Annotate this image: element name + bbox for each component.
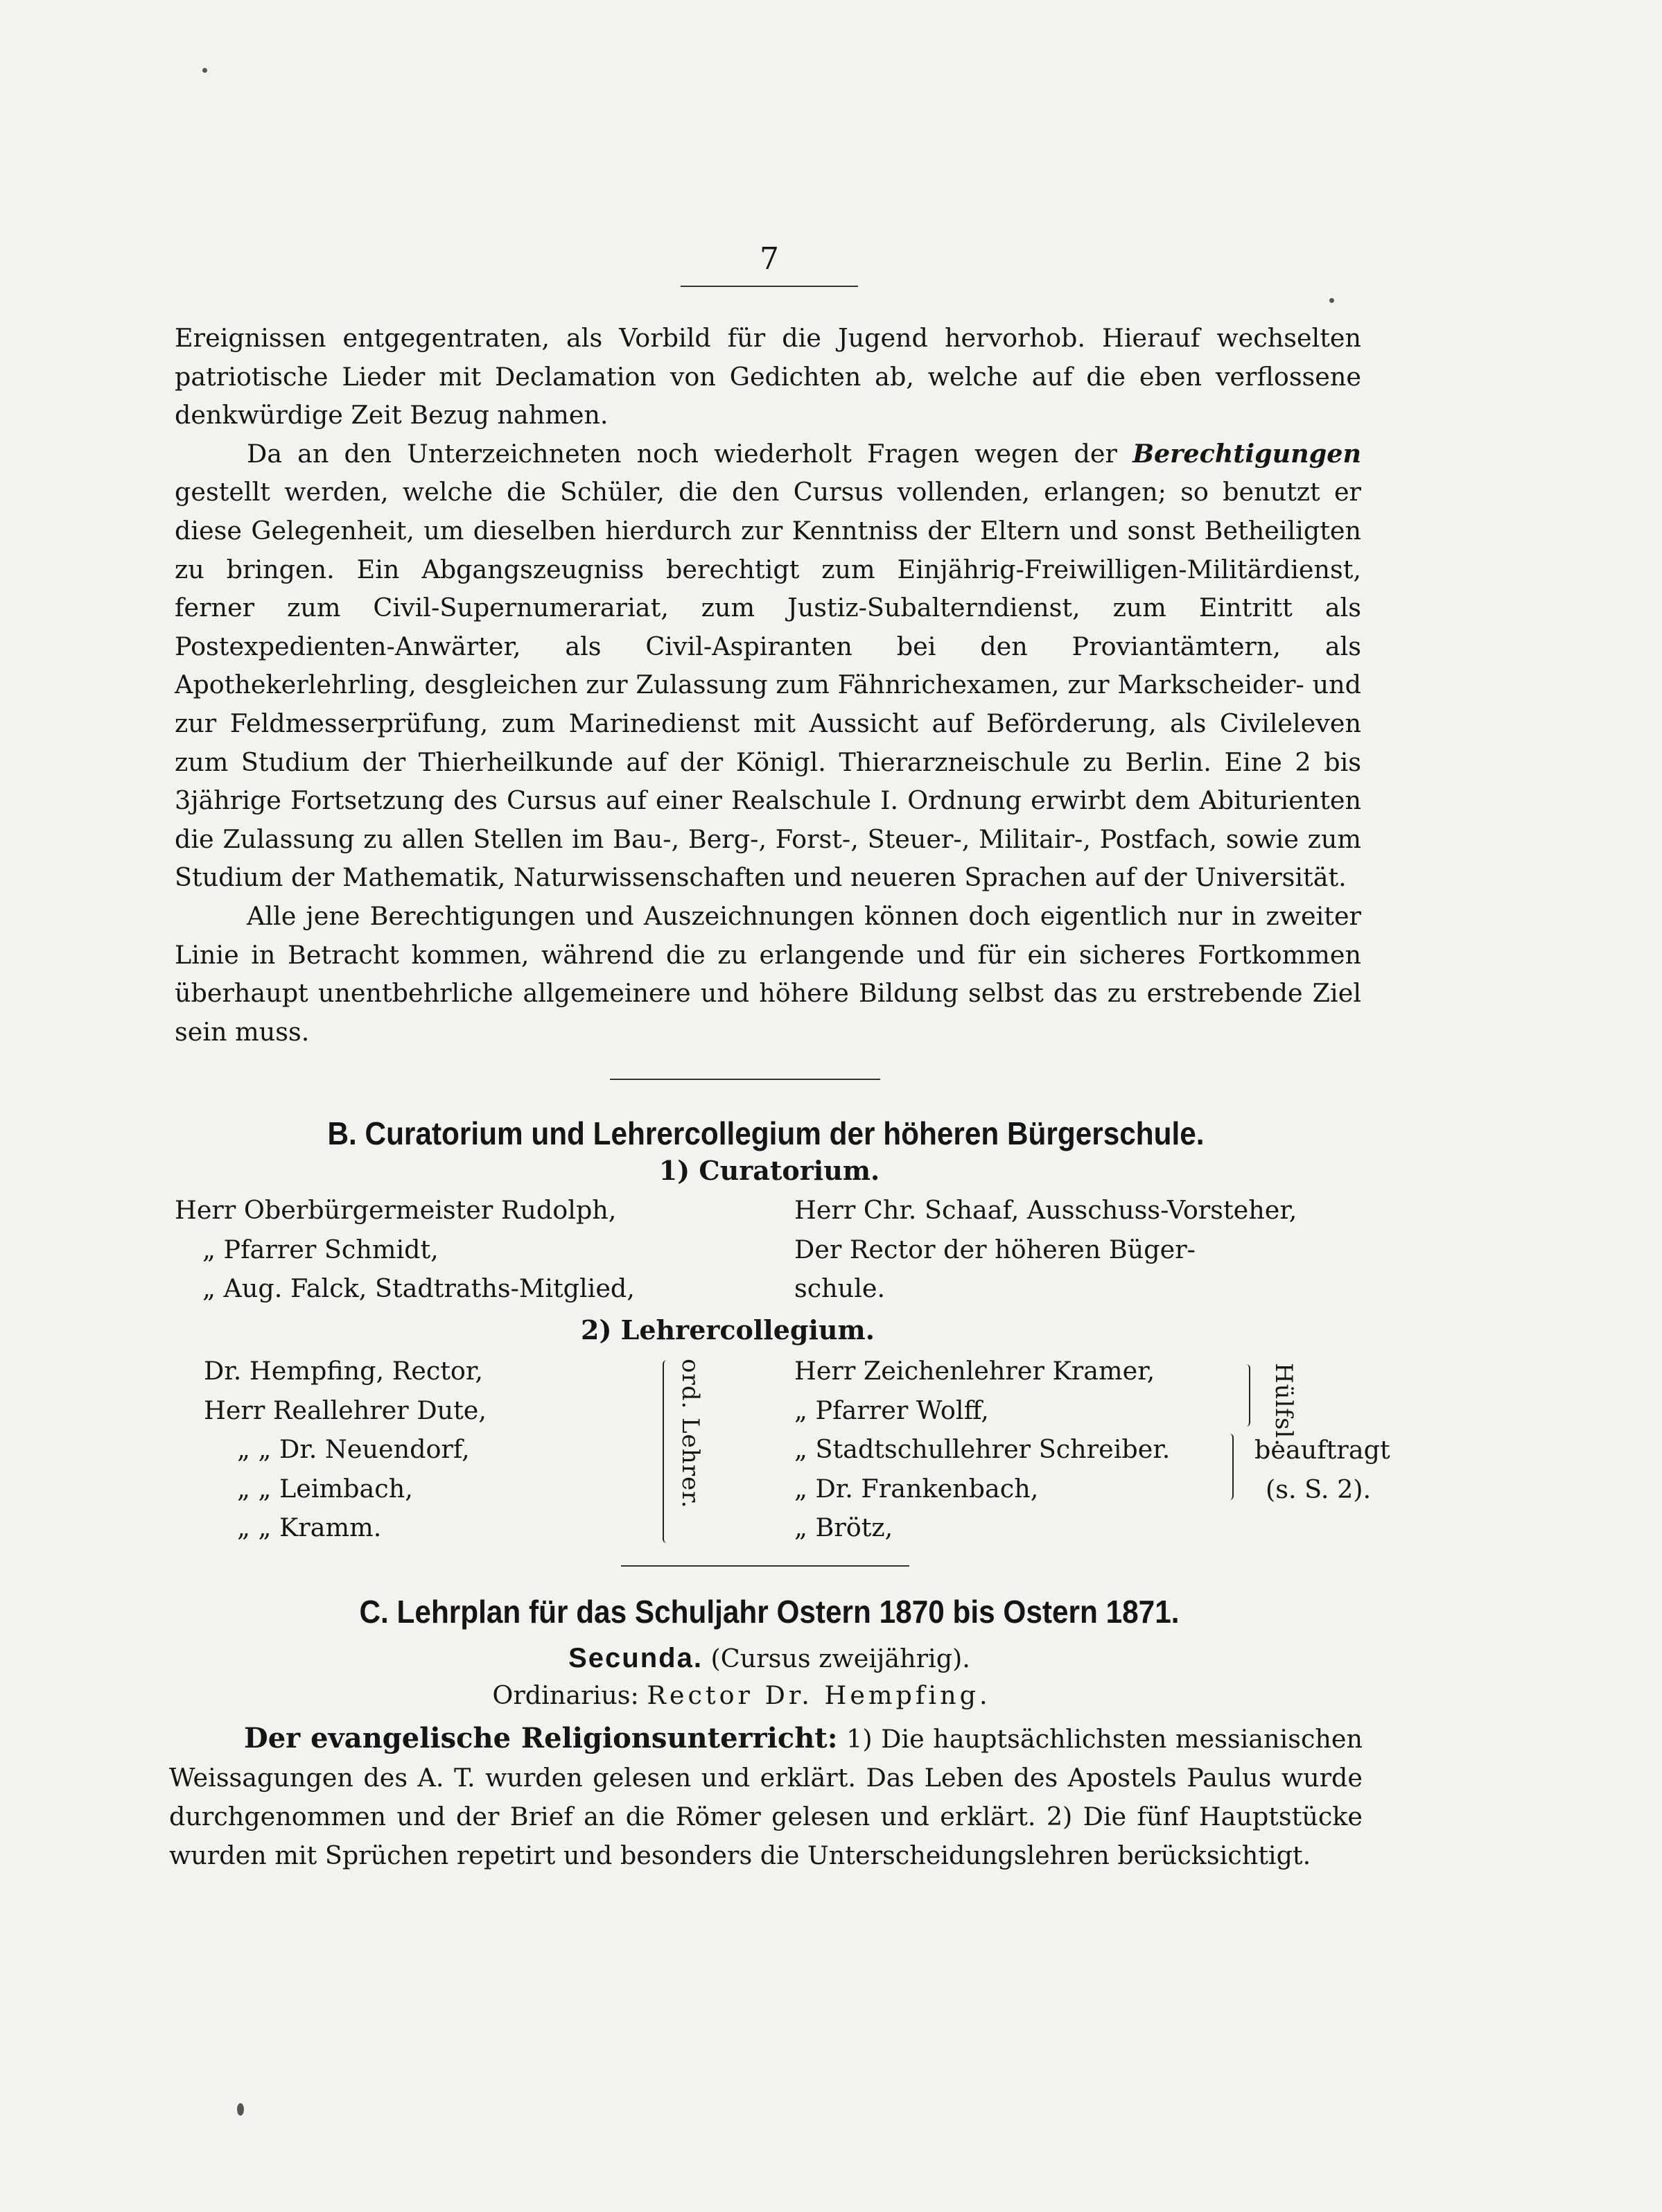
paragraph-berechtigungen-rest: gestellt werden, welche die Schüler, die den Cursus vollenden, erlangen; so benutzt er diese Gelegenheit, um dieselben hierdurch zur Kenntniss der Eltern und sonst Betheiligten zu bringen. Ein Abgangszeugniss berechtigt zum Einjährig-Freiwilligen-Militärdienst, ferner zum Civil-Supernumerariat, zum Justiz-Subalterndienst, zum Eintritt als Postexpedienten-Anwärter, als Civil-Aspiranten bei den Proviantämtern, als Apothekerlehrling, desgleichen zur Zulassung zum Fähnrichexamen, zur Markscheider- und zur Feldmesserprüfung, zum Marinedienst mit Aussicht auf Beförderung, als Civileleven zum Studium der Thierheilkunde auf der Königl. Thierarzneischule zu Berlin. Eine 2 bis 3jährige Fortsetzung des Cursus auf einer Realschule I. Ordnung erwirbt dem Abiturienten die Zulassung zu allen Stellen im Bau-, Berg-, Forst-, Steuer-, Militair-, Postfach, sowie zum Studium der Mathematik, Naturwissenschaften und neueren Sprachen auf der Universität. [175,477,1361,893]
page-number-rule [681,286,858,287]
teacher-entry: Dr. Hempfing, Rector, [204,1356,483,1386]
curatorium-title: 1) Curatorium. [658,1155,880,1186]
page-number: 7 [760,241,779,277]
class-line [0,1643,1539,1674]
ordinarius-label: Ordinarius: [492,1680,639,1710]
curatorium-member: „ Aug. Falck, Stadtraths-Mitglied, [202,1273,635,1304]
scan-speck [237,2103,244,2116]
class-name: Secunda. [568,1643,703,1673]
scan-speck [1329,298,1334,303]
curatorium-member: Der Rector der höheren Büger- [794,1234,1196,1264]
teacher-entry: „ Dr. Frankenbach, [794,1473,1039,1504]
left-brace [663,1360,670,1543]
religion-text: 1) Die hauptsächlichsten messianischen Weissagungen des A. T. wurden gelesen und erklärt. Das Leben des Apostels Paulus wurde durchgenommen und der Brief an die Römer gelesen und erklärt. 2) Die fünf Hauptstücke wurden mit Sprüchen repetirt und besonders die Unterscheidungslehren berücksichtigt. [169,1724,1363,1870]
section-b-heading: B. Curatorium und Lehrercollegium der höheren Bürgerschule. [327,1115,1205,1151]
curatorium-member: Herr Oberbürgermeister Rudolph, [175,1195,617,1225]
collegium-right-list [794,1352,1170,1548]
curatorium-member: Herr Chr. Schaaf, Ausschuss-Vorsteher, [794,1195,1297,1225]
ordinarius-name: Rector Dr. Hempfing. [647,1680,991,1710]
teacher-entry: „ „ Kramm. [237,1513,382,1543]
right-brace-lower [1227,1434,1234,1500]
class-note: (Cursus zweijährig). [710,1644,970,1673]
intro-text [175,319,1361,1051]
paragraph-events: Ereignissen entgegentraten, als Vorbild für die Jugend hervorhob. Hierauf wechselten patriotische Lieder mit Declamation von Gedichten ab, welche auf die eben verflossene denkwürdige Zeit Bezug nahmen. [175,323,1361,430]
religion-paragraph [169,1719,1363,1875]
lehrercollegium-title: 2) Lehrercollegium. [581,1314,875,1346]
teacher-entry: „ Pfarrer Wolff, [794,1395,989,1425]
teacher-entry: „ Brötz, [794,1513,893,1543]
ord-lehrer-label: ord. Lehrer. [676,1359,704,1509]
curatorium-member: „ Pfarrer Schmidt, [202,1234,439,1264]
see-page-note: (s. S. 2). [1266,1474,1372,1504]
section-c-heading: C. Lehrplan für das Schuljahr Ostern 1870 bis Ostern 1871. [359,1594,1180,1630]
beauftragt-text: beauftragt [1254,1435,1390,1465]
teacher-entry: „ „ Leimbach, [237,1473,413,1504]
section-separator [610,1079,880,1080]
scan-speck [202,68,207,73]
curatorium-right-list [794,1191,1297,1309]
teacher-entry: Herr Reallehrer Dute, [204,1395,487,1425]
teacher-entry: „ „ Dr. Neuendorf, [237,1434,470,1465]
beauftragt-note [1254,1431,1390,1509]
curatorium-member: schule. [794,1273,886,1304]
ordinarius-line [0,1680,1511,1710]
hilfslehrer-label: Hülfsl. [1270,1363,1297,1447]
curatorium-left-list [175,1191,635,1309]
teacher-entry: „ Stadtschullehrer Schreiber. [794,1434,1171,1465]
right-brace-upper [1243,1364,1250,1427]
berechtigungen-emphasis: Berechtigungen [1132,438,1361,469]
religion-heading: Der evangelische Religionsunterricht: [244,1722,838,1754]
paragraph-berechtigungen-start: Da an den Unterzeichneten noch wiederholt Fragen wegen der [247,438,1117,469]
collegium-left-list [204,1352,487,1548]
section-separator [621,1565,909,1567]
paragraph-berechtigungen [175,435,1361,897]
paragraph-bildung: Alle jene Berechtigungen und Auszeichnungen können doch eigentlich nur in zweiter Linie in Betracht kommen, während die zu erlangende und für ein sicheres Fortkommen überhaupt unentbehrliche allgemeinere und höhere Bildung selbst das zu erstrebende Ziel sein muss. [175,900,1361,1047]
teacher-entry: Herr Zeichenlehrer Kramer, [794,1356,1155,1386]
